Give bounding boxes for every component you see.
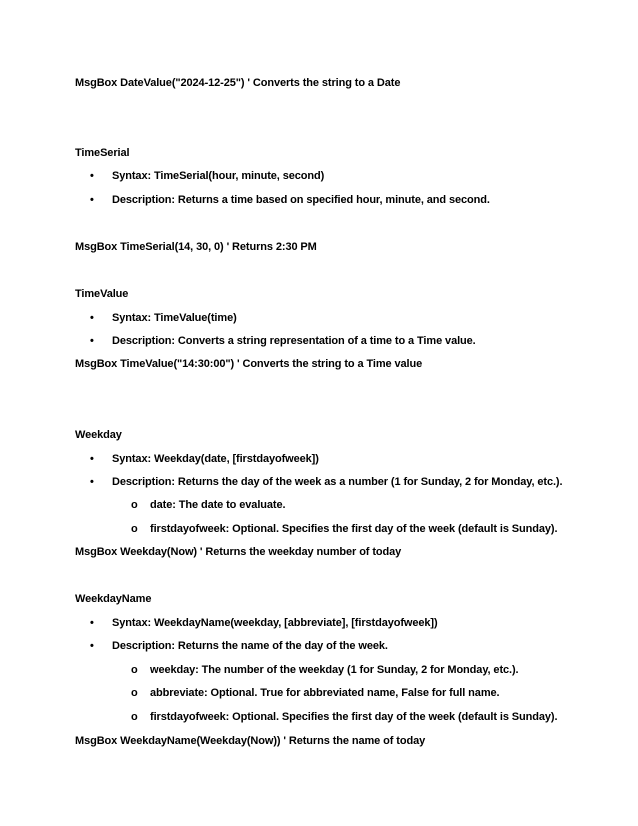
weekdayname-heading: WeekdayName (75, 593, 152, 605)
timevalue-heading: TimeValue (75, 288, 129, 300)
bullet-marker: • (90, 335, 94, 347)
bullet-marker: • (90, 312, 94, 324)
bullet-marker: • (90, 194, 94, 206)
datevalue-example: MsgBox DateValue("2024-12-25") ' Converts the string to a Date (75, 77, 401, 89)
timeserial-heading: TimeSerial (75, 147, 130, 159)
weekday-param-firstdayofweek: firstdayofweek: Optional. Specifies the first day of the week (default is Sunday). (150, 523, 558, 535)
sub-bullet-marker: o (131, 711, 138, 723)
weekdayname-param-weekday: weekday: The number of the weekday (1 for Sunday, 2 for Monday, etc.). (150, 664, 519, 676)
sub-bullet-marker: o (131, 499, 138, 511)
weekdayname-example: MsgBox WeekdayName(Weekday(Now)) ' Returns the name of today (75, 735, 426, 747)
sub-bullet-marker: o (131, 664, 138, 676)
timevalue-description: Description: Converts a string representation of a time to a Time value. (112, 335, 476, 347)
timeserial-example: MsgBox TimeSerial(14, 30, 0) ' Returns 2:30 PM (75, 241, 317, 253)
bullet-marker: • (90, 640, 94, 652)
weekdayname-param-abbreviate: abbreviate: Optional. True for abbreviated name, False for full name. (150, 687, 500, 699)
bullet-marker: • (90, 453, 94, 465)
sub-bullet-marker: o (131, 523, 138, 535)
weekday-heading: Weekday (75, 429, 122, 441)
timeserial-description: Description: Returns a time based on specified hour, minute, and second. (112, 194, 490, 206)
timeserial-syntax: Syntax: TimeSerial(hour, minute, second) (112, 170, 325, 182)
weekday-description: Description: Returns the day of the week as a number (1 for Sunday, 2 for Monday, etc.). (112, 476, 563, 488)
weekdayname-syntax: Syntax: WeekdayName(weekday, [abbreviate], [firstdayofweek]) (112, 617, 438, 629)
timevalue-example: MsgBox TimeValue("14:30:00") ' Converts the string to a Time value (75, 358, 423, 370)
bullet-marker: • (90, 476, 94, 488)
weekday-syntax: Syntax: Weekday(date, [firstdayofweek]) (112, 453, 319, 465)
bullet-marker: • (90, 617, 94, 629)
bullet-marker: • (90, 170, 94, 182)
weekday-example: MsgBox Weekday(Now) ' Returns the weekday number of today (75, 546, 402, 558)
weekday-param-date: date: The date to evaluate. (150, 499, 286, 511)
timevalue-syntax: Syntax: TimeValue(time) (112, 312, 237, 324)
sub-bullet-marker: o (131, 687, 138, 699)
weekdayname-description: Description: Returns the name of the day of the week. (112, 640, 388, 652)
weekdayname-param-firstdayofweek: firstdayofweek: Optional. Specifies the first day of the week (default is Sunday). (150, 711, 558, 723)
